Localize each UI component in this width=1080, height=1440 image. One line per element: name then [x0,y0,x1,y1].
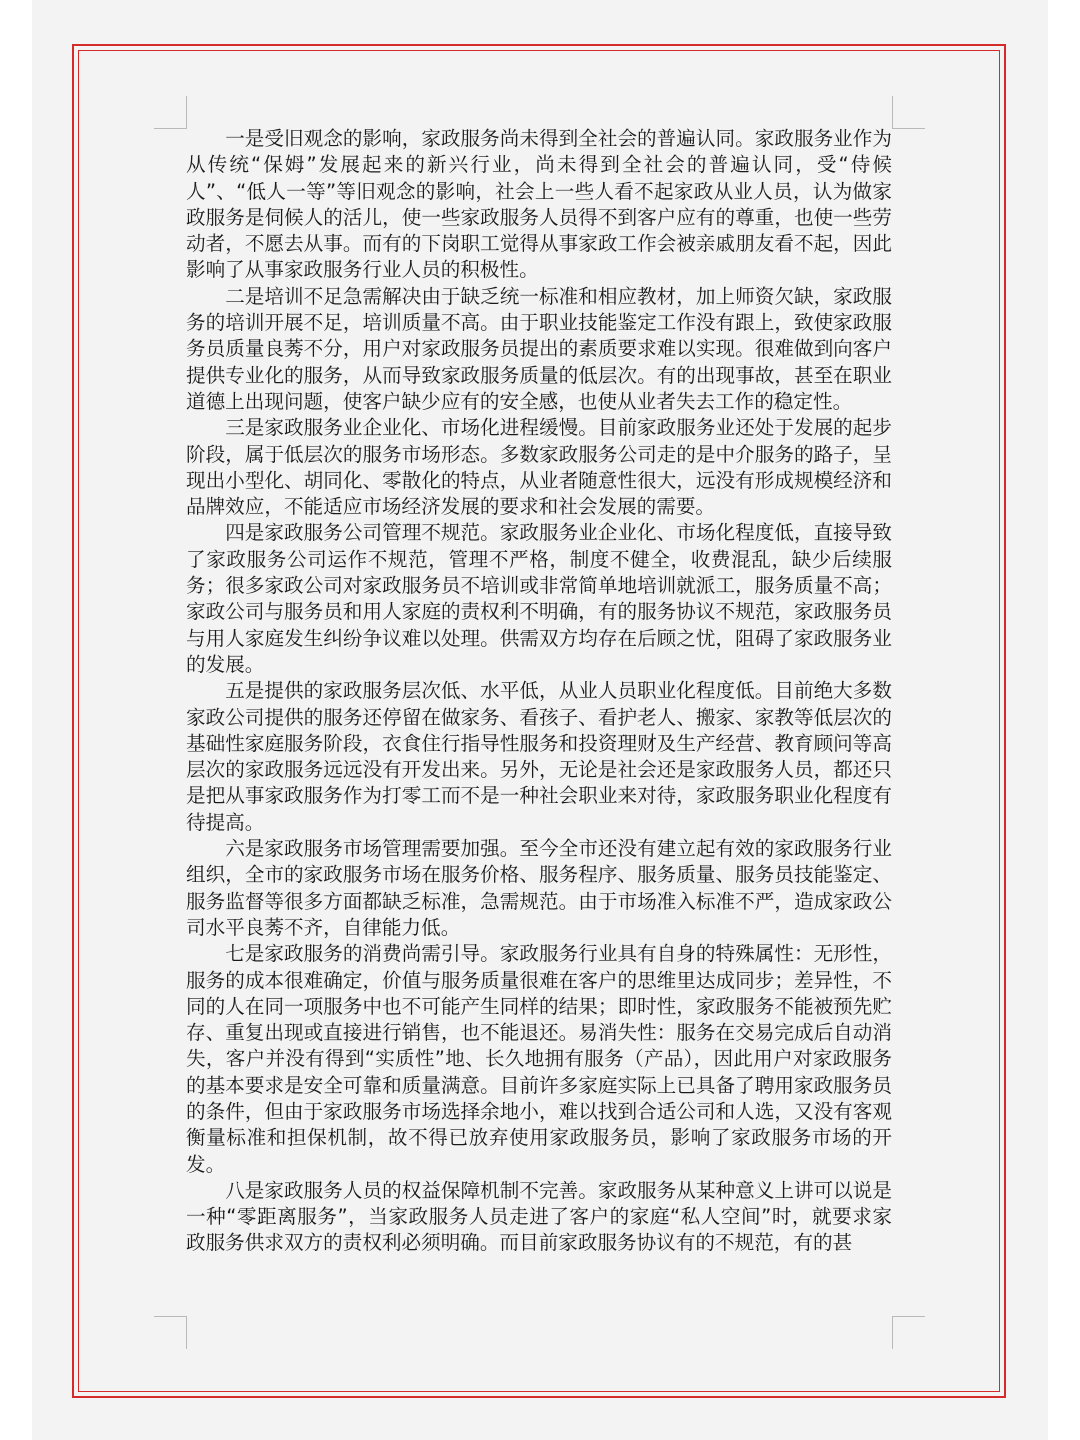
paragraph-8: 八是家政服务人员的权益保障机制不完善。家政服务从某种意义上讲可以说是一种“零距离服务”，当家政服务人员走进了客户的家庭“私人空间”时，就要求家政服务供求双方的责权利必须明确。而目前家政服务协议有的不规范，有的甚 [186,1178,892,1255]
paragraph-4: 四是家政服务公司管理不规范。家政服务业企业化、市场化程度低，直接导致了家政服务公司运作不规范，管理不严格，制度不健全，收费混乱，缺少后续服务；很多家政公司对家政服务员不培训或非常简单地培训就派工，服务质量不高；家政公司与服务员和用人家庭的责权利不明确，有的服务协议不规范，家政服务员与用人家庭发生纠纷争议难以处理。供需双方均存在后顾之忧，阻碍了家政服务业的发展。 [186,521,892,676]
crop-mark-top-left [154,96,187,129]
paragraph-2: 二是培训不足急需解决由于缺乏统一标准和相应教材，加上师资欠缺，家政服务的培训开展不足，培训质量不高。由于职业技能鉴定工作没有跟上，致使家政服务员质量良莠不分，用户对家政服务员提出的素质要求难以实现。很难做到向客户提供专业化的服务，从而导致家政服务质量的低层次。有的出现事故，甚至在职业道德上出现问题，使客户缺少应有的安全感，也使从业者失去工作的稳定性。 [186,284,892,413]
paragraph-1: 一是受旧观念的影响，家政服务尚未得到全社会的普遍认同。家政服务业作为从传统“保姆”发展起来的新兴行业，尚未得到全社会的普遍认同，受“侍候人”、“低人一等”等旧观念的影响，社会上一些人看不起家政从业人员，认为做家政服务是伺候人的活儿，使一些家政服务人员得不到客户应有的尊重，也使一些劳动者，不愿去从事。而有的下岗职工觉得从事家政工作会被亲戚朋友看不起，因此影响了从事家政服务行业人员的积极性。 [186,127,892,282]
document-body [186,126,892,1296]
paragraph-3: 三是家政服务业企业化、市场化进程缓慢。目前家政服务业还处于发展的起步阶段，属于低层次的服务市场形态。多数家政服务公司走的是中介服务的路子，呈现出小型化、胡同化、零散化的特点，从业者随意性很大，远没有形成规模经济和品牌效应，不能适应市场经济发展的要求和社会发展的需要。 [186,416,892,519]
crop-mark-top-right [892,96,925,129]
paragraph-7: 七是家政服务的消费尚需引导。家政服务行业具有自身的特殊属性：无形性，服务的成本很难确定，价值与服务质量很难在客户的思维里达成同步；差异性，不同的人在同一项服务中也不可能产生同样的结果；即时性，家政服务不能被预先贮存、重复出现或直接进行销售，也不能退还。易消失性：服务在交易完成后自动消失，客户并没有得到“实质性”地、长久地拥有服务（产品），因此用户对家政服务的基本要求是安全可靠和质量满意。目前许多家庭实际上已具备了聘用家政服务员的条件，但由于家政服务市场选择余地小，难以找到合适公司和人选，又没有客观衡量标准和担保机制，故不得已放弃使用家政服务员，影响了家政服务市场的开发。 [186,942,892,1176]
paragraph-5: 五是提供的家政服务层次低、水平低，从业人员职业化程度低。目前绝大多数家政公司提供的服务还停留在做家务、看孩子、看护老人、搬家、家教等低层次的基础性家庭服务阶段，衣食住行指导性服务和投资理财及生产经营、教育顾问等高层次的家政服务远远没有开发出来。另外，无论是社会还是家政服务人员，都还只是把从事家政服务作为打零工而不是一种社会职业来对待，家政服务职业化程度有待提高。 [186,679,892,834]
paragraph-6: 六是家政服务市场管理需要加强。至今全市还没有建立起有效的家政服务行业组织，全市的家政服务市场在服务价格、服务程序、服务质量、服务员技能鉴定、服务监督等很多方面都缺乏标准，急需规范。由于市场准入标准不严，造成家政公司水平良莠不齐，自律能力低。 [186,837,892,939]
crop-mark-bottom-left [154,1316,187,1349]
crop-mark-bottom-right [892,1316,925,1349]
